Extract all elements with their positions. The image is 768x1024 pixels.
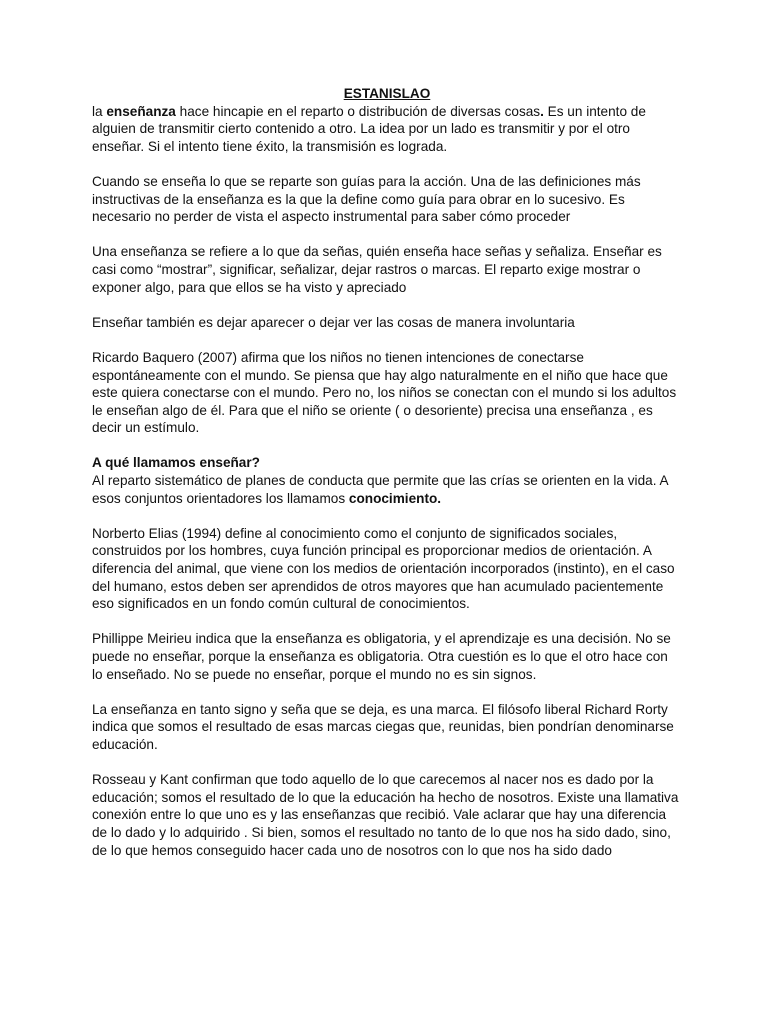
- paragraph-1-middle: hace hincapie en el reparto o distribución de diversas cosas: [175, 103, 541, 119]
- paragraph-10: Rosseau y Kant confirman que todo aquello de lo que carecemos al nacer nos es dado por la educación; somos el resultado de lo que la educación ha hecho de nosotros. Existe una llamativa conexión entre lo que uno es y las enseñanzas que recibió. Vale aclarar que hay una diferencia de lo dado y lo adquirido . Si bien, somos el resultado no tanto de lo que nos ha sido dado, sino, de lo que hemos conseguido hacer cada uno de nosotros con lo que nos ha sido dado: [92, 772, 679, 858]
- paragraph-3: Una enseñanza se refiere a lo que da señas, quién enseña hace señas y señaliza. Enseñar es casi como “mostrar”, significar, señalizar, dejar rastros o marcas. El reparto exige mostrar o exponer algo, para que ellos se ha visto y apreciado: [92, 244, 662, 295]
- section-heading: A qué llamamos enseñar?: [92, 455, 260, 471]
- paragraph-2: Cuando se enseña lo que se reparte son guías para la acción. Una de las definiciones más instructivas de la enseñanza es la que la define como guía para obrar en lo sucesivo. Es necesario no perder de vista el aspecto instrumental para saber cómo proceder: [92, 173, 641, 225]
- paragraph-1-bold-term: enseñanza: [106, 103, 176, 119]
- paragraph-1-bold-period: .: [540, 103, 544, 119]
- paragraph-1-start: la: [92, 103, 107, 119]
- paragraph-8: Phillippe Meirieu indica que la enseñanza es obligatoria, y el aprendizaje es una decisión. No se puede no enseñar, porque la enseñanza es obligatoria. Otra cuestión es lo que el otro hace con lo enseñado. No se puede no enseñar, porque el mundo no es sin signos.: [92, 631, 671, 682]
- paragraph-4: Enseñar también es dejar aparecer o dejar ver las cosas de manera involuntaria: [92, 314, 575, 330]
- paragraph-9: La enseñanza en tanto signo y seña que se deja, es una marca. El filósofo liberal Richard Rorty indica que somos el resultado de esas marcas ciegas que, reunidas, bien pondrían denominarse educación.: [92, 701, 674, 752]
- paragraph-6-text: Al reparto sistemático de planes de conducta que permite que las crías se orienten en la vida. A esos conjuntos orientadores los llamamos: [92, 473, 668, 506]
- paragraph-1-end: Es un intento de alguien de transmitir cierto contenido a otro. La idea por un lado es transmitir y por el otro enseñar. Si el intento tiene éxito, la transmisión es lograda.: [92, 103, 646, 154]
- document-title: ESTANISLAO: [343, 86, 431, 101]
- paragraph-6: [92, 472, 682, 507]
- paragraph-6-bold-term: conocimiento.: [348, 490, 442, 506]
- paragraph-5: Ricardo Baquero (2007) afirma que los niños no tienen intenciones de conectarse espontáneamente con el mundo. Se piensa que hay algo naturalmente en el niño que hace que este quiera conectarse con el mundo. Pero no, los niños se conectan con el mundo si los adultos le enseñan algo de él. Para que el niño se oriente ( o desoriente) precisa una enseñanza , es decir un estímulo.: [92, 349, 677, 436]
- document-page: [92, 85, 682, 877]
- paragraph-1: [92, 103, 682, 156]
- paragraph-7: Norberto Elias (1994) define al conocimiento como el conjunto de significados sociales, construidos por los hombres, cuya función principal es proporcionar medios de orientación. A diferencia del animal, que viene con los medios de orientación incorporados (instinto), en el caso del humano, estos deben ser aprendidos de otros mayores que han acumulado pacientemente eso significados en un fondo común cultural de conocimientos.: [92, 525, 675, 612]
